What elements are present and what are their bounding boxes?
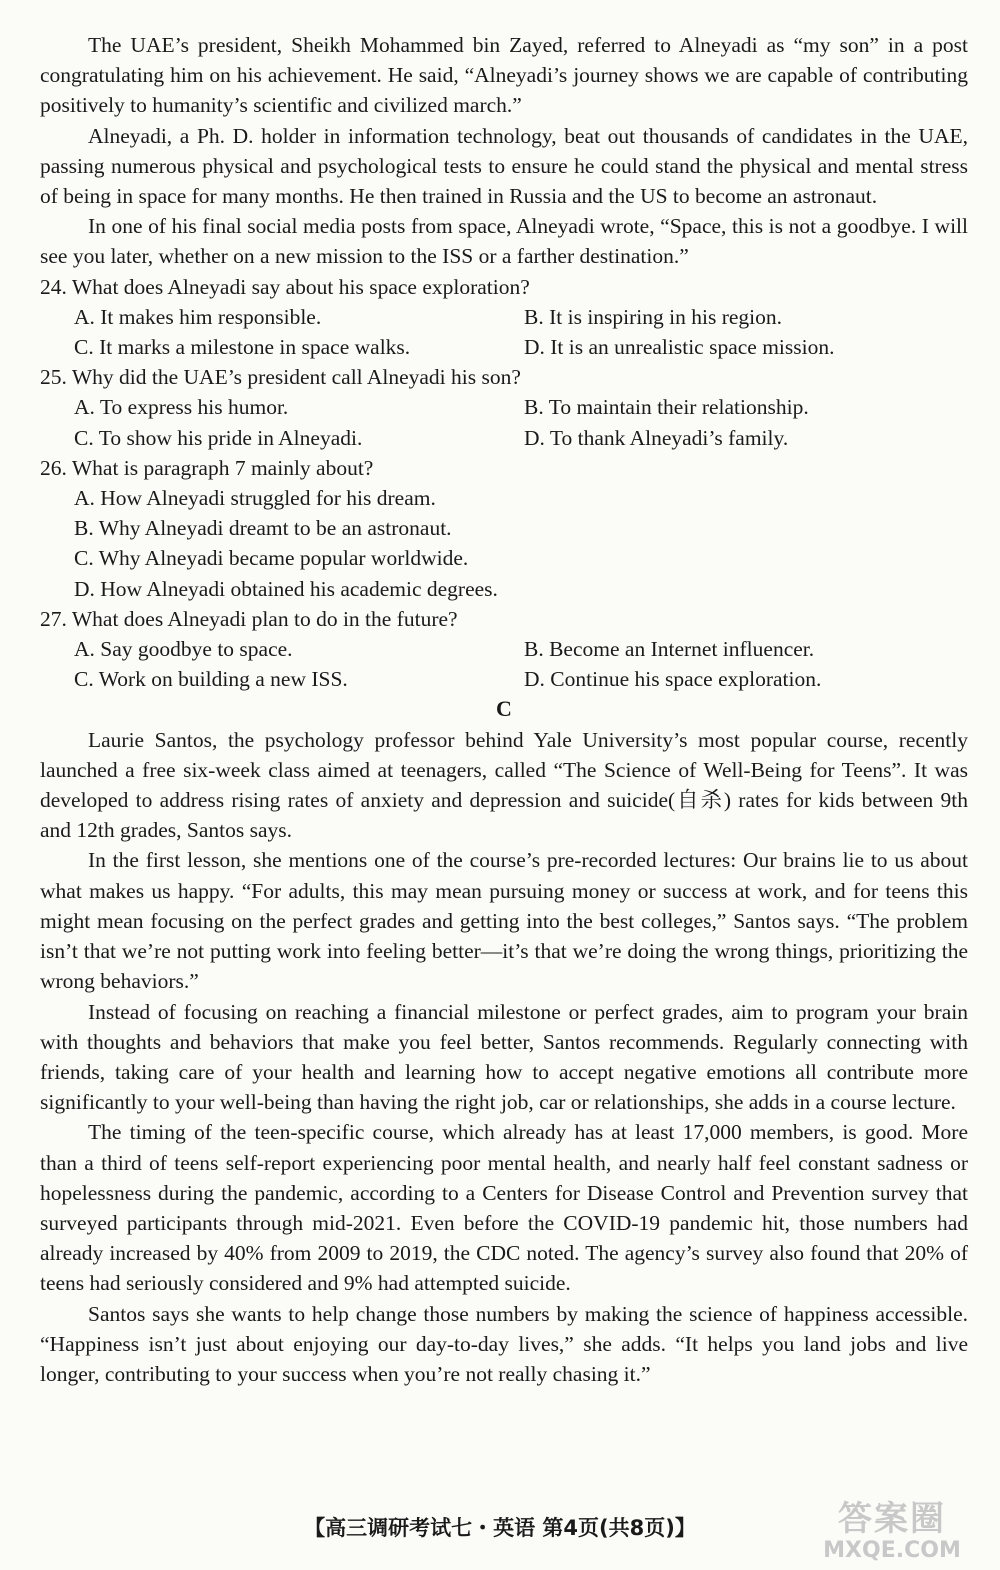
options [74,392,968,452]
option-d[interactable]: D. Continue his space exploration. [524,667,822,692]
option-b[interactable]: B. It is inspiring in his region. [524,304,782,329]
option-d[interactable]: D. How Alneyadi obtained his academic degrees. [74,576,498,601]
option-d[interactable]: D. It is an unrealistic space mission. [524,335,835,360]
option-a[interactable]: A. Say goodbye to space. [74,637,293,662]
paragraph: Instead of focusing on reaching a financial milestone or perfect grades, aim to program your brain with thoughts and behaviors that make you feel better, Santos recommends. Regularly connecting with friends, taking care of your health and learning how to accept negative emotions all contribute more significantly to your well-being than having the right job, car or relationships, she adds in a course lecture. [40,999,968,1115]
option-b[interactable]: B. Why Alneyadi dreamt to be an astronaut. [74,516,452,541]
question-24 [40,272,968,363]
questions-b [40,272,968,695]
paragraph: The timing of the teen-specific course, which already has at least 17,000 members, is good. More than a third of teens self-report experiencing poor mental health, and nearly half feel constant sadness or hopelessness during the pandemic, according to a Centers for Disease Control and Prevention survey that surveyed participants through mid-2021. Even before the COVID-19 pandemic hit, those numbers had already increased by 40% from 2009 to 2019, the CDC noted. The agency’s survey also found that 20% of teens had seriously considered and 9% had attempted suicide. [40,1120,968,1296]
option-a[interactable]: A. It makes him responsible. [74,304,322,329]
paragraph: Alneyadi, a Ph. D. holder in information technology, beat out thousands of candidates in the UAE, passing numerous physical and psychological tests to ensure he could stand the physical and mental stress of being in space for many months. He then trained in Russia and the US to become an astronaut. [40,123,968,209]
page-footer: 【高三调研考试七・英语 第4页(共8页)】 [304,1516,696,1540]
exam-page [40,30,968,1389]
option-c[interactable]: C. It marks a milestone in space walks. [74,335,411,360]
watermark-logo-text: 答案圈 [838,1499,946,1539]
option-c[interactable]: C. To show his pride in Alneyadi. [74,425,363,450]
question-stem: 24. What does Alneyadi say about his space exploration? [40,274,530,299]
option-a[interactable]: A. To express his humor. [74,395,289,420]
watermark-logo [802,1500,982,1566]
paragraph: The UAE’s president, Sheikh Mohammed bin Zayed, referred to Alneyadi as “my son” in a post congratulating him on his achievement. He said, “Alneyadi’s journey shows we are capable of contributing positively to humanity’s scientific and civilized march.” [40,33,968,118]
question-stem: 27. What does Alneyadi plan to do in the future? [40,606,458,631]
question-stem: 26. What is paragraph 7 mainly about? [40,455,374,480]
question-stem: 25. Why did the UAE’s president call Alneyadi his son? [40,365,521,390]
paragraph: In one of his final social media posts from space, Alneyadi wrote, “Space, this is not a goodbye. I will see you later, whether on a new mission to the ISS or a farther destination.” [40,214,968,269]
question-26 [40,453,968,604]
paragraph: Laurie Santos, the psychology professor behind Yale University’s most popular course, recently launched a free six-week class aimed at teenagers, called “The Science of Well-Being for Teens”. It was developed to address rising rates of anxiety and depression and suicide(自杀) rates for kids between 9th and 12th grades, Santos says. [40,727,968,843]
question-27 [40,604,968,695]
passage-b [40,30,968,272]
option-b[interactable]: B. To maintain their relationship. [524,395,809,420]
option-d[interactable]: D. To thank Alneyadi’s family. [524,425,789,450]
watermark-url: MXQE.COM [823,1538,961,1563]
paragraph: In the first lesson, she mentions one of the course’s pre-recorded lectures: Our brains lie to us about what makes us happy. “For adults, this may mean pursuing money or success at work, and for teens this might mean focusing on the perfect grades and getting into the best colleges,” Santos says. “The problem isn’t that we’re not putting work into feeling better—it’s that we’re doing the wrong things, prioritizing the wrong behaviors.” [40,848,968,994]
option-b[interactable]: B. Become an Internet influencer. [524,637,815,662]
section-heading: C [496,696,512,722]
option-a[interactable]: A. How Alneyadi struggled for his dream. [74,486,436,511]
options [74,483,968,604]
options [74,634,968,694]
passage-c [40,725,968,1389]
question-25 [40,362,968,453]
options [74,302,968,362]
paragraph: Santos says she wants to help change those numbers by making the science of happiness accessible. “Happiness isn’t just about enjoying our day-to-day lives,” she adds. “It helps you land jobs and live longer, contributing to your success when you’re not really chasing it.” [40,1301,968,1386]
option-c[interactable]: C. Work on building a new ISS. [74,667,348,692]
option-c[interactable]: C. Why Alneyadi became popular worldwide. [74,546,469,571]
